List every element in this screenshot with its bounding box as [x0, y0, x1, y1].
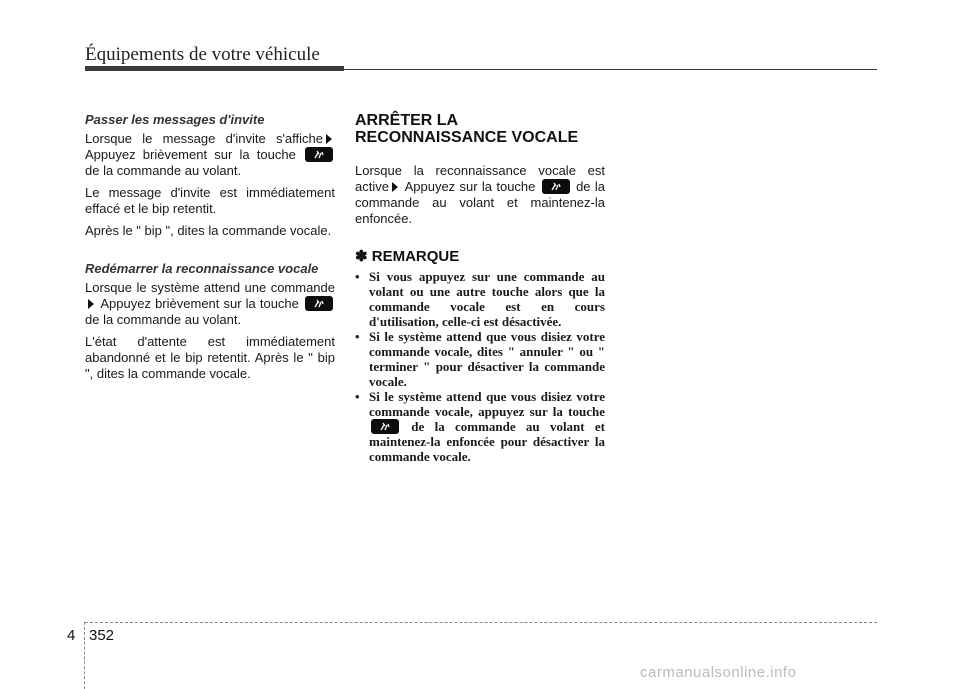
- subhead-restart-recognition: Redémarrer la reconnaissance vocale: [85, 261, 319, 276]
- bullet-icon: •: [355, 329, 360, 344]
- arrow-icon: [326, 134, 332, 144]
- list-item: [355, 389, 605, 464]
- remark-list: [355, 269, 605, 464]
- bullet-text: Si le système attend que vous disiez votre commande vocale, appuyez sur la touche: [369, 389, 605, 419]
- subhead-skip-prompts: Passer les messages d'invite: [85, 112, 265, 127]
- paragraph-after-beep: Après le " bip ", dites la commande vocale.: [85, 223, 332, 238]
- text-segment: de la commande au volant et maintenez-la enfoncée.: [355, 179, 605, 226]
- remark-star-icon: ✽: [355, 248, 368, 265]
- text-segment: Appuyez sur la touche: [404, 179, 536, 194]
- list-item: [355, 269, 605, 329]
- text-segment: Lorsque la reconnaissance vocale est active: [355, 163, 605, 194]
- text-segment: Appuyez brièvement sur la touche: [85, 147, 296, 162]
- bullet-text: Si vous appuyez sur une commande au volant ou une autre touche alors que la commande vocale est en cours d'utilisation, celle-ci est désactivée.: [369, 269, 605, 329]
- bullet-icon: •: [355, 269, 360, 284]
- bullet-icon: •: [355, 389, 360, 404]
- remark-heading: [355, 247, 605, 265]
- voice-key-icon: [305, 147, 333, 162]
- footer-rule-vertical: [84, 622, 85, 689]
- paragraph-waiting-abandoned: L'état d'attente est immédiatement abandonné et le bip retentit. Après le " bip ", dites la commande vocale.: [85, 334, 335, 381]
- list-item: [355, 329, 605, 389]
- voice-key-icon: [371, 419, 399, 434]
- section-title-line: ARRÊTER LA: [355, 112, 459, 129]
- text-segment: Appuyez brièvement sur la touche: [100, 296, 299, 311]
- bullet-text: de la commande au volant et maintenez-la enfoncée pour désactiver la commande vocale.: [369, 419, 605, 464]
- voice-key-icon: [542, 179, 570, 194]
- header-rule-thick: [85, 66, 344, 71]
- page-number: 352: [89, 627, 115, 644]
- text-segment: Lorsque le message d'invite s'affiche: [85, 131, 323, 146]
- section-title-stop: [355, 112, 605, 146]
- paragraph-stop-recognition: [355, 163, 605, 227]
- footer-rule: [85, 622, 877, 623]
- paragraph-prompt-cleared: Le message d'invite est immédiatement effacé et le bip retentit.: [85, 185, 335, 216]
- arrow-icon: [88, 299, 94, 309]
- right-column: [355, 112, 605, 464]
- paragraph-skip-prompt: [85, 131, 335, 179]
- paragraph-restart: [85, 280, 335, 328]
- left-column: [85, 112, 335, 388]
- chapter-title: Équipements de votre véhicule: [85, 44, 320, 65]
- voice-key-icon: [305, 296, 333, 311]
- arrow-icon: [392, 182, 398, 192]
- header-rule-thin: [344, 69, 877, 70]
- section-title-line: RECONNAISSANCE VOCALE: [355, 129, 579, 146]
- watermark: carmanualsonline.info: [640, 664, 797, 681]
- text-segment: Lorsque le système attend une commande: [85, 280, 335, 295]
- text-segment: de la commande au volant.: [85, 163, 242, 178]
- text-segment: de la commande au volant.: [85, 312, 242, 327]
- bullet-text: Si le système attend que vous disiez votre commande vocale, dites " annuler " ou " terminer " pour désactiver la commande vocale.: [369, 329, 605, 389]
- chapter-number: 4: [67, 627, 76, 644]
- remark-title: REMARQUE: [371, 248, 460, 265]
